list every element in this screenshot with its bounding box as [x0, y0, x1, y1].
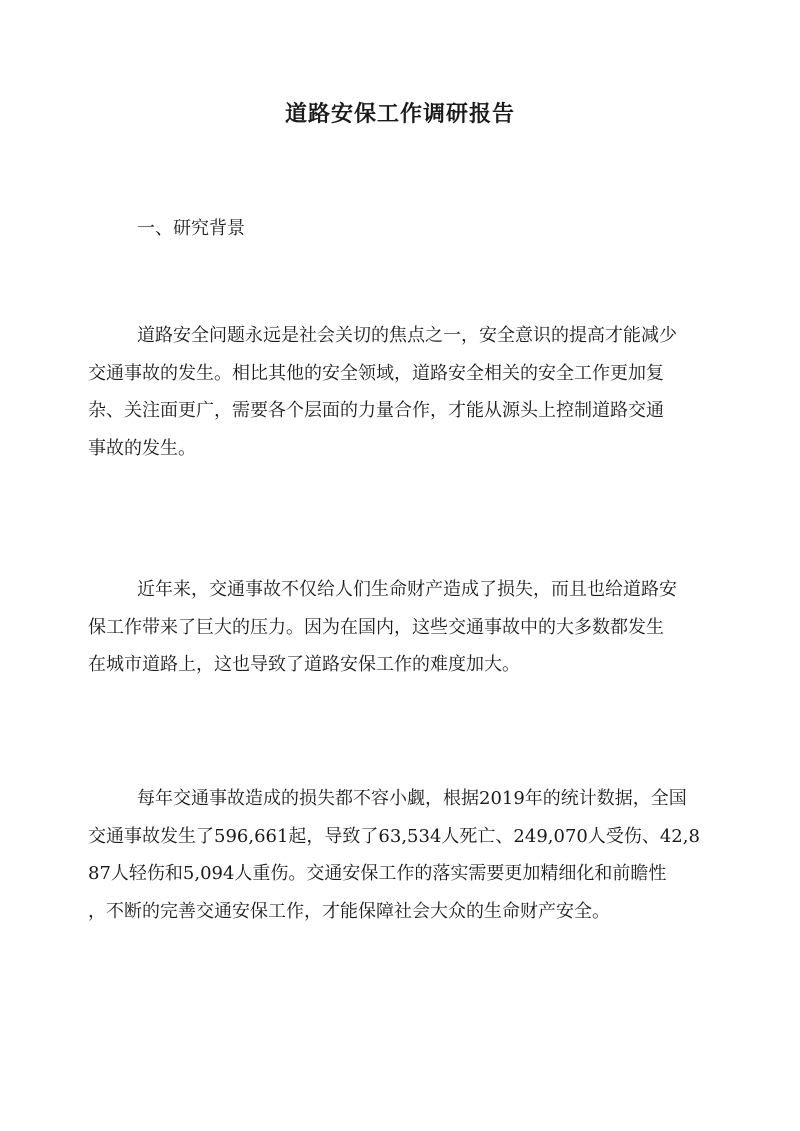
paragraph-line: 在城市道路上，这也导致了道路安保工作的难度加大。	[88, 654, 520, 675]
paragraph-1	[88, 317, 713, 467]
paragraph-line: 保工作带来了巨大的压力。因为在国内，这些交通事故中的大多数都发生	[88, 616, 664, 638]
paragraph-line: 交通事故发生了596,661起，导致了63,534人死亡、249,070人受伤、42,8	[88, 825, 700, 847]
paragraph-line: 近年来，交通事故不仅给人们生命财产造成了损失，而且也给道路安	[137, 579, 677, 600]
paragraph-line: 每年交通事故造成的损失都不容小觑，根据2019年的统计数据，全国	[137, 788, 687, 809]
paragraph-3	[88, 780, 713, 930]
paragraph-line: 交通事故的发生。相比其他的安全领域，道路安全相关的安全工作更加复	[88, 362, 664, 384]
paragraph-line: 杂、关注面更广，需要各个层面的力量合作，才能从源头上控制道路交通	[88, 400, 664, 421]
paragraph-line: 87人轻伤和5,094人重伤。交通安保工作的落实需要更加精细化和前瞻性	[88, 863, 667, 884]
paragraph-line: 事故的发生。	[88, 437, 196, 459]
paragraph-line: ，不断的完善交通安保工作，才能保障社会大众的生命财产安全。	[88, 900, 610, 922]
page-title: 道路安保工作调研报告	[284, 101, 515, 127]
paragraph-2	[88, 571, 713, 684]
section-heading: 一、研究背景	[137, 218, 245, 239]
paragraph-line: 道路安全问题永远是社会关切的焦点之一，安全意识的提高才能减少	[137, 325, 677, 346]
